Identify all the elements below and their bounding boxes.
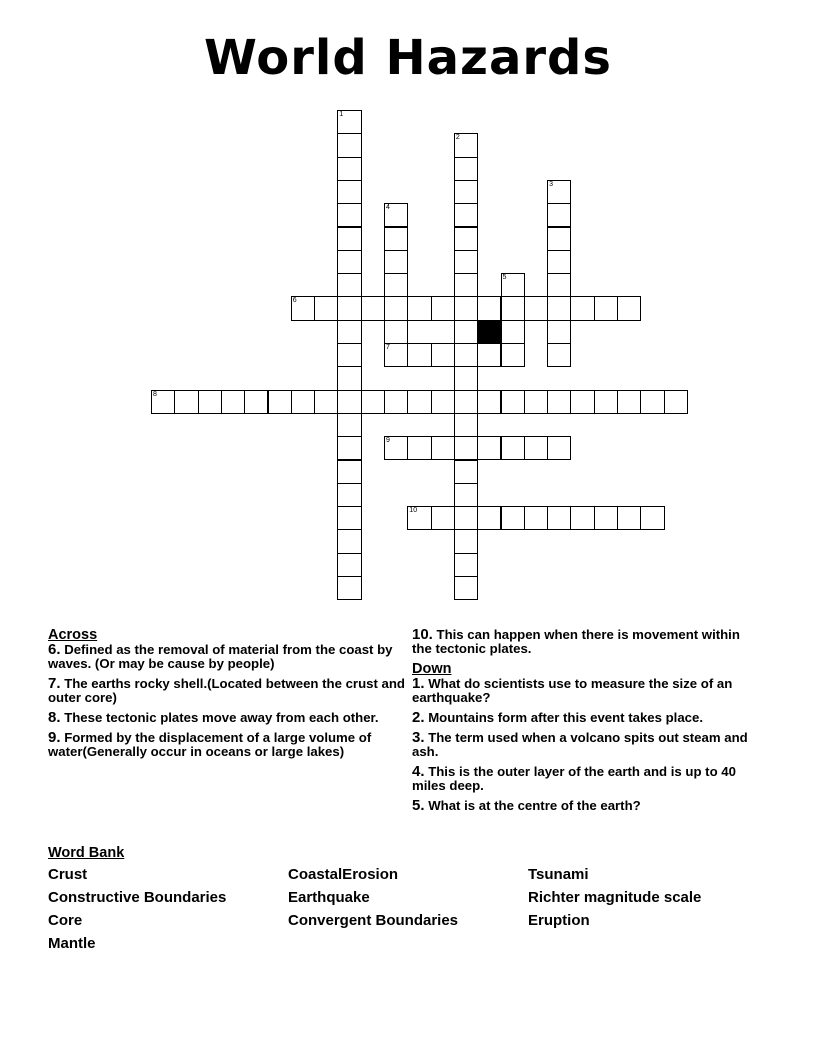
crossword-cell[interactable]	[454, 227, 478, 251]
crossword-cell[interactable]	[361, 390, 385, 414]
crossword-cell[interactable]	[477, 436, 501, 460]
crossword-cell[interactable]	[501, 343, 525, 367]
across-clue-10: 10. This can happen when there is movement within the tectonic plates.	[412, 626, 740, 656]
crossword-cell[interactable]	[640, 506, 664, 530]
crossword-cell[interactable]	[501, 273, 525, 297]
word-bank-item: Earthquake	[288, 889, 370, 906]
crossword-cell[interactable]	[361, 296, 385, 320]
crossword-cell[interactable]	[337, 157, 361, 181]
crossword-cell[interactable]	[477, 296, 501, 320]
crossword-cell[interactable]	[547, 250, 571, 274]
crossword-cell[interactable]	[314, 390, 338, 414]
crossword-cell[interactable]	[547, 227, 571, 251]
crossword-cell[interactable]	[594, 506, 618, 530]
crossword-cell[interactable]	[547, 273, 571, 297]
crossword-cell[interactable]	[640, 390, 664, 414]
crossword-cell[interactable]	[384, 296, 408, 320]
cell-number: 3	[549, 180, 553, 188]
crossword-cell[interactable]	[384, 436, 408, 460]
crossword-cell[interactable]	[337, 506, 361, 530]
crossword-cell[interactable]	[407, 390, 431, 414]
crossword-cell[interactable]	[337, 227, 361, 251]
crossword-cell[interactable]	[337, 576, 361, 600]
crossword-cell[interactable]	[384, 203, 408, 227]
word-bank-item: Constructive Boundaries	[48, 889, 227, 906]
down-clue-3: 3. The term used when a volcano spits out steam and ash.	[412, 729, 748, 759]
crossword-cell[interactable]	[337, 133, 361, 157]
crossword-cell[interactable]	[268, 390, 292, 414]
crossword-cell[interactable]	[407, 343, 431, 367]
clues-left-column	[48, 628, 408, 765]
crossword-cell[interactable]	[337, 343, 361, 367]
down-clue-1: 1. What do scientists use to measure the size of an earthquake?	[412, 675, 733, 705]
crossword-cell[interactable]	[454, 506, 478, 530]
across-clue-8: 8. These tectonic plates move away from each other.	[48, 709, 379, 726]
crossword-cell[interactable]	[454, 390, 478, 414]
crossword-cell[interactable]	[454, 436, 478, 460]
down-heading: Down	[412, 661, 452, 677]
crossword-cell[interactable]	[384, 320, 408, 344]
word-bank-item: Richter magnitude scale	[528, 889, 702, 906]
crossword-cell[interactable]	[174, 390, 198, 414]
crossword-cell[interactable]	[547, 320, 571, 344]
word-bank-item: Mantle	[48, 935, 96, 952]
down-clue-4: 4. This is the outer layer of the earth and is up to 40 miles deep.	[412, 763, 736, 793]
down-clue-5: 5. What is at the centre of the earth?	[412, 797, 641, 814]
crossword-cell[interactable]	[151, 390, 175, 414]
down-clue-2: 2. Mountains form after this event takes place.	[412, 709, 704, 726]
word-bank-item: CoastalErosion	[288, 866, 399, 883]
word-bank-item: Crust	[48, 866, 88, 883]
crossword-cell[interactable]	[617, 390, 641, 414]
crossword-cell[interactable]	[454, 460, 478, 484]
crossword-cell[interactable]	[291, 296, 315, 320]
crossword-cell[interactable]	[547, 296, 571, 320]
crossword-cell[interactable]	[221, 390, 245, 414]
crossword-cell[interactable]	[337, 180, 361, 204]
word-bank-heading: Word Bank	[48, 845, 125, 861]
crossword-cell[interactable]	[431, 296, 455, 320]
crossword-cell[interactable]	[337, 273, 361, 297]
crossword-cell[interactable]	[454, 366, 478, 390]
crossword-cell[interactable]	[547, 180, 571, 204]
crossword-cell[interactable]	[454, 273, 478, 297]
crossword-cell[interactable]	[337, 296, 361, 320]
crossword-cell[interactable]	[524, 506, 548, 530]
crossword-cell[interactable]	[337, 553, 361, 577]
crossword-cell[interactable]	[524, 390, 548, 414]
across-heading: Across	[48, 627, 98, 643]
crossword-cell[interactable]	[407, 296, 431, 320]
crossword-cell[interactable]	[198, 390, 222, 414]
crossword-cell[interactable]	[337, 529, 361, 553]
crossword-cell[interactable]	[407, 436, 431, 460]
crossword-cell[interactable]	[477, 506, 501, 530]
crossword-cell[interactable]	[337, 436, 361, 460]
crossword-cell[interactable]	[570, 390, 594, 414]
clues-right-column	[412, 628, 762, 819]
crossword-cell[interactable]	[547, 343, 571, 367]
crossword-cell[interactable]	[337, 460, 361, 484]
cell-number: 7	[386, 344, 390, 351]
word-bank	[48, 866, 788, 958]
crossword-cell[interactable]	[454, 576, 478, 600]
cell-number: 8	[153, 390, 157, 398]
cell-number: 2	[455, 134, 460, 142]
crossword-cell[interactable]	[454, 180, 478, 204]
crossword-cell[interactable]	[407, 506, 431, 530]
crossword-block	[477, 320, 501, 344]
crossword-cell[interactable]	[594, 390, 618, 414]
crossword-cell[interactable]	[454, 203, 478, 227]
crossword-cell[interactable]	[547, 436, 571, 460]
crossword-cell[interactable]	[454, 133, 478, 157]
word-bank-item: Eruption	[528, 912, 590, 929]
crossword-cell[interactable]	[617, 296, 641, 320]
crossword-cell[interactable]	[431, 390, 455, 414]
crossword-cell[interactable]	[384, 343, 408, 367]
crossword-cell[interactable]	[501, 320, 525, 344]
crossword-cell[interactable]	[384, 273, 408, 297]
crossword-cell[interactable]	[384, 227, 408, 251]
crossword-cell[interactable]	[454, 250, 478, 274]
crossword-cell[interactable]	[594, 296, 618, 320]
crossword-cell[interactable]	[664, 390, 688, 414]
crossword-cell[interactable]	[454, 157, 478, 181]
crossword-cell[interactable]	[337, 250, 361, 274]
crossword-cell[interactable]	[454, 413, 478, 437]
page-title: World Hazards	[204, 30, 612, 86]
crossword-cell[interactable]	[314, 296, 338, 320]
cell-number: 1	[339, 111, 344, 118]
crossword-cell[interactable]	[617, 506, 641, 530]
crossword-cell[interactable]	[501, 296, 525, 320]
crossword-cell[interactable]	[454, 553, 478, 577]
cell-number: 4	[386, 204, 390, 212]
crossword-cell[interactable]	[384, 390, 408, 414]
crossword-cell[interactable]	[454, 320, 478, 344]
crossword-cell[interactable]	[337, 320, 361, 344]
crossword-cell[interactable]	[337, 110, 361, 134]
crossword-cell[interactable]	[570, 296, 594, 320]
crossword-cell[interactable]	[454, 483, 478, 507]
cell-number: 5	[502, 274, 507, 282]
crossword-cell[interactable]	[291, 390, 315, 414]
crossword-cell[interactable]	[524, 296, 548, 320]
cell-number: 10	[409, 507, 418, 515]
crossword-cell[interactable]	[524, 436, 548, 460]
crossword-cell[interactable]	[431, 436, 455, 460]
word-bank-item: Tsunami	[528, 866, 589, 883]
crossword-cell[interactable]	[337, 390, 361, 414]
crossword-cell[interactable]	[570, 506, 594, 530]
crossword-cell[interactable]	[501, 506, 525, 530]
cell-number: 6	[292, 297, 297, 305]
crossword-cell[interactable]	[501, 390, 525, 414]
crossword-cell[interactable]	[547, 506, 571, 530]
across-clue-7: 7. The earths rocky shell.(Located between the crust and outer core)	[48, 675, 405, 705]
crossword-cell[interactable]	[337, 483, 361, 507]
crossword-cell[interactable]	[454, 296, 478, 320]
crossword-cell[interactable]	[547, 203, 571, 227]
crossword-cell[interactable]	[337, 366, 361, 390]
crossword-cell[interactable]	[454, 529, 478, 553]
crossword-cell[interactable]	[337, 413, 361, 437]
word-bank-item: Core	[48, 912, 83, 929]
across-clue-6: 6. Defined as the removal of material from the coast by waves. (Or may be cause by people)	[48, 641, 393, 671]
crossword-cell[interactable]	[244, 390, 268, 414]
crossword-cell[interactable]	[477, 343, 501, 367]
word-bank-item: Convergent Boundaries	[288, 912, 459, 929]
crossword-cell[interactable]	[454, 343, 478, 367]
crossword-cell[interactable]	[431, 506, 455, 530]
crossword-cell[interactable]	[337, 203, 361, 227]
crossword-cell[interactable]	[431, 343, 455, 367]
crossword-cell[interactable]	[384, 250, 408, 274]
crossword-cell[interactable]	[547, 390, 571, 414]
cell-number: 9	[386, 437, 390, 445]
crossword-cell[interactable]	[501, 436, 525, 460]
across-clue-9: 9. Formed by the displacement of a large volume of water(Generally occur in oceans or large lakes)	[48, 729, 372, 759]
crossword-cell[interactable]	[477, 390, 501, 414]
